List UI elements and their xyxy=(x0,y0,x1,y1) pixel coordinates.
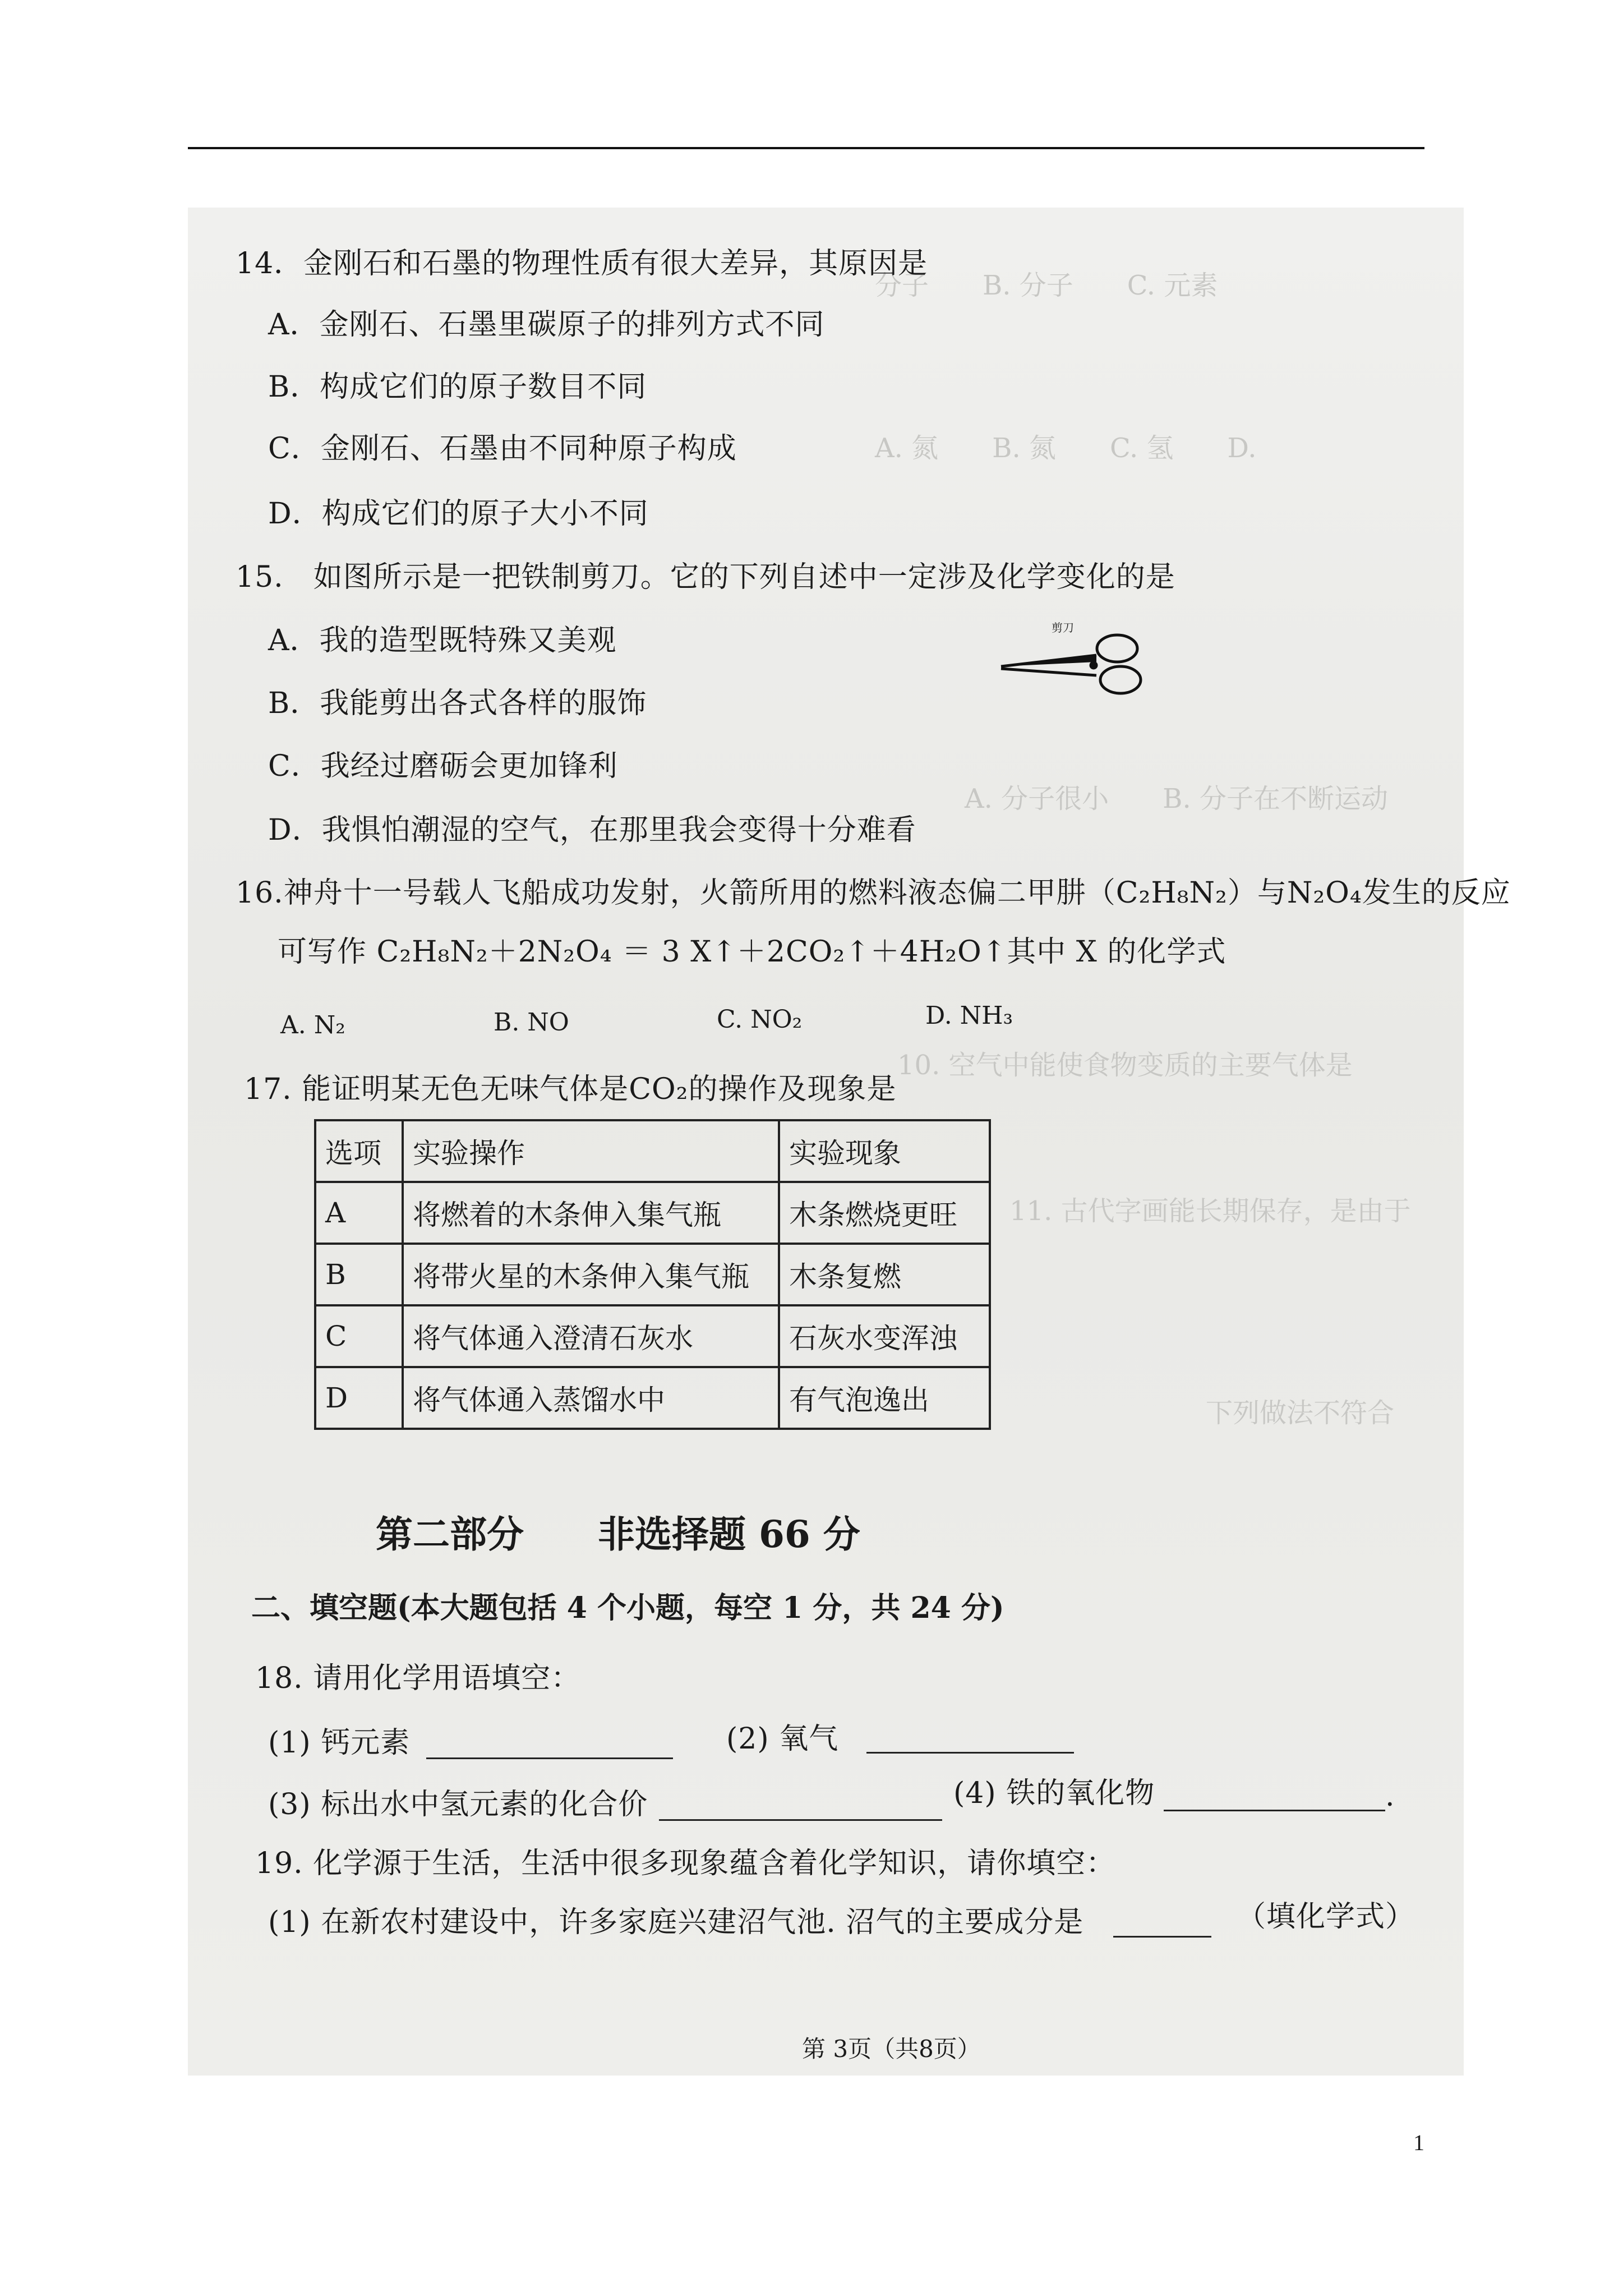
table-cell: 将带火星的木条伸入集气瓶 xyxy=(403,1244,779,1305)
q14-option-b: B．构成它们的原子数目不同 xyxy=(268,370,647,404)
table-cell: 将气体通入澄清石灰水 xyxy=(403,1305,779,1367)
bleed-through-text: 分子 B. 分子 C. 元素 xyxy=(875,270,1218,301)
q18-blank-3[interactable] xyxy=(659,1819,942,1821)
table-row xyxy=(315,1182,990,1244)
q16-equation: 可写作 C₂H₈N₂＋2N₂O₄ ＝ 3 X↑＋2CO₂↑＋4H₂O↑其中 X 的化学式 xyxy=(278,935,1227,969)
table-cell: C xyxy=(315,1305,403,1367)
part2-heading: 第二部分 非选择题 66 分 xyxy=(376,1512,860,1556)
table-cell: 有气泡逸出 xyxy=(779,1367,990,1429)
q15-option-a: A．我的造型既特殊又美观 xyxy=(268,624,617,657)
q14-option-d: D．构成它们的原子大小不同 xyxy=(268,497,649,531)
q14-option-a: A．金刚石、石墨里碳原子的排列方式不同 xyxy=(268,308,825,342)
q15-stem: 15. 如图所示是一把铁制剪刀。它的下列自述中一定涉及化学变化的是 xyxy=(236,560,1175,594)
q19-stem: 19. 化学源于生活，生活中很多现象蕴含着化学知识，请你填空： xyxy=(255,1847,1116,1880)
q18-end-period: . xyxy=(1385,1779,1395,1813)
bleed-through-text: 下列做法不符合 xyxy=(1206,1397,1395,1429)
bleed-through-text: A. 氮 B. 氮 C. 氢 D. xyxy=(875,432,1257,464)
q17-table xyxy=(314,1119,991,1430)
q18-blank-4[interactable] xyxy=(1164,1810,1385,1811)
q15-option-c: C．我经过磨砺会更加锋利 xyxy=(268,749,618,783)
q19-part1-text: (1) 在新农村建设中，许多家庭兴建沼气池. 沼气的主要成分是 xyxy=(268,1906,1084,1939)
q18-part1-label: (1) 钙元素 xyxy=(268,1726,411,1760)
q16-option-a: A. N₂ xyxy=(280,1011,345,1039)
table-header-option: 选项 xyxy=(315,1120,403,1182)
q14-stem: 14．金刚石和石墨的物理性质有很大差异，其原因是 xyxy=(236,247,928,280)
table-header-phenomenon: 实验现象 xyxy=(779,1120,990,1182)
q18-blank-2[interactable] xyxy=(866,1752,1074,1754)
q16-stem: 16.神舟十一号载人飞船成功发射，火箭所用的燃料液态偏二甲肼（C₂H₈N₂）与N₂O₄发生的反应 xyxy=(236,876,1511,910)
q15-option-b: B．我能剪出各式各样的服饰 xyxy=(268,687,647,720)
q17-stem: 17. 能证明某无色无味气体是CO₂的操作及现象是 xyxy=(244,1073,897,1106)
page-footer: 第 3页（共8页） xyxy=(802,2035,981,2063)
q18-part4-label: (4) 铁的氧化物 xyxy=(953,1777,1155,1810)
table-row xyxy=(315,1244,990,1305)
table-cell: A xyxy=(315,1182,403,1244)
section2-heading: 二、填空题(本大题包括 4 个小题，每空 1 分，共 24 分) xyxy=(251,1591,1004,1625)
table-cell: 木条复燃 xyxy=(779,1244,990,1305)
q19-part1-hint: （填化学式） xyxy=(1237,1900,1415,1934)
bleed-through-text: A. 分子很小 B. 分子在不断运动 xyxy=(965,783,1388,815)
q15-option-d: D．我惧怕潮湿的空气，在那里我会变得十分难看 xyxy=(268,813,916,847)
q19-blank-1[interactable] xyxy=(1113,1936,1211,1938)
header-rule xyxy=(188,147,1424,149)
q16-option-d: D. NH₃ xyxy=(925,1001,1013,1030)
bleed-through-text: 10. 空气中能使食物变质的主要气体是 xyxy=(897,1050,1353,1081)
table-header-operation: 实验操作 xyxy=(403,1120,779,1182)
q14-option-c: C．金刚石、石墨由不同种原子构成 xyxy=(268,432,737,466)
q18-stem: 18. 请用化学用语填空： xyxy=(255,1662,581,1695)
scissors-image xyxy=(998,617,1158,701)
q18-part3-label: (3) 标出水中氢元素的化合价 xyxy=(268,1788,648,1821)
table-cell: 将燃着的木条伸入集气瓶 xyxy=(403,1182,779,1244)
table-cell: 将气体通入蒸馏水中 xyxy=(403,1367,779,1429)
table-header-row xyxy=(315,1120,990,1182)
page-number: 1 xyxy=(1413,2130,1424,2155)
scissors-label: 剪刀 xyxy=(1052,621,1074,634)
table-cell: 石灰水变浑浊 xyxy=(779,1305,990,1367)
table-cell: B xyxy=(315,1244,403,1305)
table-cell: 木条燃烧更旺 xyxy=(779,1182,990,1244)
bleed-through-text: 11. 古代字画能长期保存，是由于 xyxy=(1009,1195,1411,1227)
table-cell: D xyxy=(315,1367,403,1429)
q16-option-b: B. NO xyxy=(494,1008,569,1037)
table-row xyxy=(315,1305,990,1367)
q16-option-c: C. NO₂ xyxy=(717,1005,803,1034)
table-row xyxy=(315,1367,990,1429)
q18-blank-1[interactable] xyxy=(426,1757,673,1759)
q18-part2-label: (2) 氧气 xyxy=(726,1722,839,1756)
